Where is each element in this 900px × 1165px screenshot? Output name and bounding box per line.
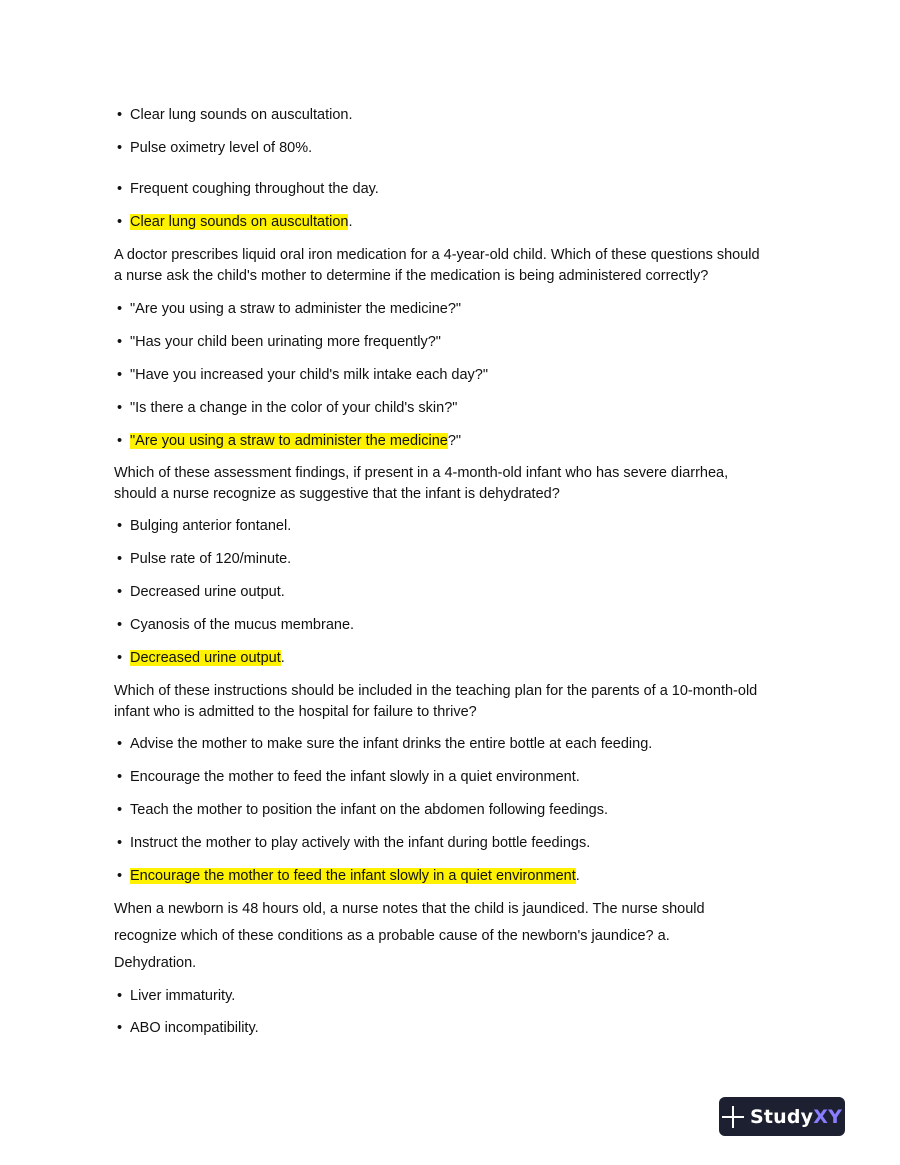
- option-item: "Is there a change in the color of your child's skin?": [130, 400, 458, 416]
- bullet-dot: •: [117, 367, 123, 383]
- question-line: infant who is admitted to the hospital for failure to thrive?: [114, 704, 477, 720]
- bullet-dot: •: [117, 736, 123, 752]
- question-line: When a newborn is 48 hours old, a nurse notes that the child is jaundiced. The nurse should: [114, 901, 705, 917]
- highlighted-answer: "Are you using a straw to administer the medicine: [130, 433, 448, 449]
- question-line: Which of these assessment findings, if present in a 4-month-old infant who has severe diarrhea,: [114, 465, 729, 481]
- bullet-dot: •: [117, 617, 123, 633]
- option-item: Teach the mother to position the infant on the abdomen following feedings.: [130, 802, 609, 818]
- bullet-dot: •: [117, 551, 123, 567]
- option-item: Bulging anterior fontanel.: [130, 518, 292, 534]
- option-item: Liver immaturity.: [130, 988, 236, 1004]
- option-item: "Have you increased your child's milk intake each day?": [130, 367, 489, 383]
- option-item: Decreased urine output.: [130, 584, 285, 600]
- bullet-dot: •: [117, 769, 123, 785]
- highlighted-answer: Encourage the mother to feed the infant slowly in a quiet environment: [130, 868, 576, 884]
- bullet-dot: •: [117, 868, 123, 884]
- highlighted-answer: Clear lung sounds on auscultation: [130, 214, 349, 230]
- answer-punctuation: ?": [447, 433, 462, 449]
- answer-item: [130, 648, 285, 668]
- option-item: Encourage the mother to feed the infant slowly in a quiet environment.: [130, 769, 580, 785]
- question-line: A doctor prescribes liquid oral iron medication for a 4-year-old child. Which of these questions should: [114, 247, 760, 263]
- bullet-dot: •: [117, 301, 123, 317]
- option-item: Cyanosis of the mucus membrane.: [130, 617, 355, 633]
- option-item: "Has your child been urinating more frequently?": [130, 334, 441, 350]
- bullet-dot: •: [117, 802, 123, 818]
- option-item: Instruct the mother to play actively with the infant during bottle feedings.: [130, 835, 591, 851]
- option-item: Advise the mother to make sure the infant drinks the entire bottle at each feeding.: [130, 736, 653, 752]
- answer-item: [130, 866, 580, 886]
- option-item: Pulse rate of 120/minute.: [130, 551, 292, 567]
- question-line: recognize which of these conditions as a probable cause of the newborn's jaundice? a.: [114, 928, 670, 944]
- bullet-dot: •: [117, 181, 123, 197]
- bullet-dot: •: [117, 835, 123, 851]
- bullet-dot: •: [117, 650, 123, 666]
- logo-text: StudyXY: [749, 1105, 843, 1128]
- highlighted-answer: Decreased urine output: [130, 650, 281, 666]
- bullet-dot: •: [117, 107, 123, 123]
- option-item: ABO incompatibility.: [130, 1020, 259, 1036]
- option-item: Clear lung sounds on auscultation.: [130, 107, 353, 123]
- question-line: a nurse ask the child's mother to determine if the medication is being administered correctly?: [114, 268, 709, 284]
- answer-punctuation: .: [575, 868, 580, 884]
- bullet-dot: •: [117, 140, 123, 156]
- bullet-dot: •: [117, 433, 123, 449]
- option-item: Pulse oximetry level of 80%.: [130, 140, 313, 156]
- answer-punctuation: .: [280, 650, 285, 666]
- bullet-dot: •: [117, 1020, 123, 1036]
- answer-punctuation: .: [348, 214, 353, 230]
- option-item: Frequent coughing throughout the day.: [130, 181, 379, 197]
- option-item: "Are you using a straw to administer the medicine?": [130, 301, 462, 317]
- studyxy-logo[interactable]: [719, 1097, 845, 1136]
- question-line: Dehydration.: [114, 955, 197, 971]
- question-line: should a nurse recognize as suggestive that the infant is dehydrated?: [114, 486, 560, 502]
- question-line: Which of these instructions should be included in the teaching plan for the parents of a 10-month-old: [114, 683, 758, 699]
- bullet-dot: •: [117, 334, 123, 350]
- bullet-dot: •: [117, 584, 123, 600]
- bullet-dot: •: [117, 518, 123, 534]
- answer-item: [130, 212, 352, 232]
- bullet-dot: •: [117, 400, 123, 416]
- plus-icon: [722, 1106, 744, 1128]
- bullet-dot: •: [117, 214, 123, 230]
- bullet-dot: •: [117, 988, 123, 1004]
- answer-item: [130, 431, 461, 451]
